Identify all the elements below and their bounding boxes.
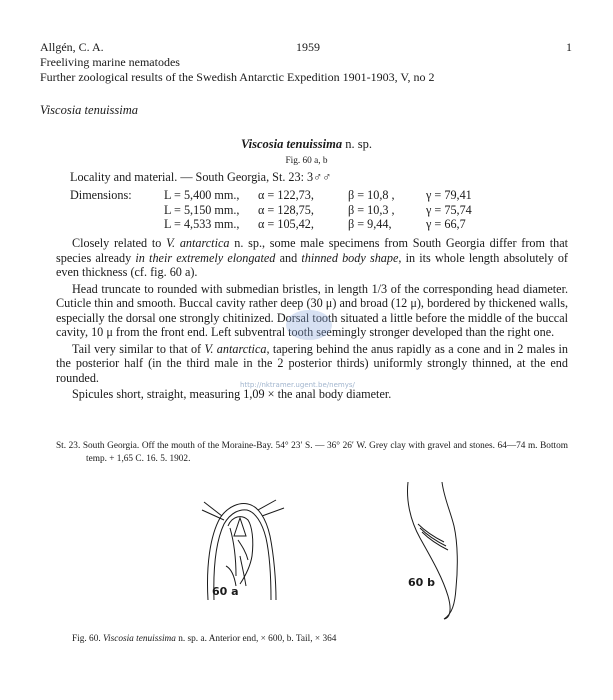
title-species-name: Viscosia tenuissima (241, 137, 343, 151)
figure-60a-label: 60 a (212, 585, 239, 598)
locality-line: Locality and material. — South Georgia, St. 23: 3♂♂ (70, 170, 332, 184)
author: Allgén, C. A. (40, 40, 104, 54)
alpha-value: α = 128,75, (258, 202, 314, 217)
beta-value: β = 10,3 , (348, 202, 395, 217)
paragraph-relationship: Closely related to V. antarctica n. sp., some male specimens from South Georgia differ from that species already in their extremely elongated and thinned body shape, in its whole length absolutely of even thickness (cf. fig. 60 a). (56, 236, 569, 279)
length-value: L = 4,533 mm., (164, 217, 240, 231)
paragraph-head: Head truncate to rounded with submedian bristles, in length 1/3 of the corresponding head diameter. Cuticle thin and smooth. Buccal cavity rather deep (30 μ) and broad (12 μ), bordered by thickened walls, especially the dorsal one strongly chitinized. Dorsal tooth situated a little before the middle of the buccal cavity, 10 μ from the front end. Left subventral tooth seemingly stronger developed than the right one. (56, 281, 568, 339)
figure-reference: Fig. 60 a, b (285, 156, 328, 166)
gamma-value: γ = 66,7 (426, 217, 466, 231)
dimensions-label: Dimensions: (70, 188, 132, 202)
paragraph-spicules: Spicules short, straight, measuring 1,09 × the anal body diameter. (72, 387, 392, 401)
publication-title: Further zoological results of the Swedish Antarctic Expedition 1901-1903, V, no 2 (40, 70, 435, 84)
length-value: L = 5,400 mm., (164, 188, 240, 202)
length-value: L = 5,150 mm., (164, 202, 240, 217)
figure-caption: Fig. 60. Viscosia tenuissima n. sp. a. Anterior end, × 600, b. Tail, × 364 (72, 634, 337, 644)
beta-value: β = 9,44, (348, 217, 392, 231)
gamma-value: γ = 79,41 (426, 188, 472, 202)
dimensions-block (70, 188, 476, 232)
species-heading: Viscosia tenuissima (40, 103, 139, 117)
page-number: 1 (566, 40, 572, 54)
alpha-value: α = 105,42, (258, 217, 314, 231)
figure-60b-label: 60 b (408, 576, 436, 589)
dimensions-table (70, 188, 476, 232)
year: 1959 (296, 40, 320, 54)
beta-value: β = 10,8 , (348, 188, 395, 202)
section-title (0, 137, 613, 152)
dimensions-row (70, 203, 476, 218)
paragraph-tail: Tail very similar to that of V. antarctica, tapering behind the anus rapidly as a cone and in 2 males in the posterior half (in the third male in the 2 posterior thirds) uniformly strongly thinned, at the end rounded. (56, 341, 569, 385)
gamma-value: γ = 75,74 (426, 202, 472, 217)
dimensions-row (70, 188, 476, 203)
figure-60a-drawing (196, 496, 286, 601)
series-title: Freeliving marine nematodes (40, 55, 180, 69)
figure-60b-drawing (398, 480, 478, 620)
watermark-url: http://nktramer.ugent.be/nemys/ (240, 381, 355, 389)
title-suffix: n. sp. (342, 137, 372, 151)
alpha-value: α = 122,73, (258, 188, 314, 202)
dimensions-row (70, 217, 476, 232)
watermark-blob (286, 310, 332, 340)
station-note: St. 23. South Georgia. Off the mouth of the Moraine-Bay. 54° 23′ S. — 36° 26′ W. Grey clay with gravel and stones. 64—74 m. Bottom temp. + 1,65 C. 16. 5. 1902. (56, 441, 568, 464)
